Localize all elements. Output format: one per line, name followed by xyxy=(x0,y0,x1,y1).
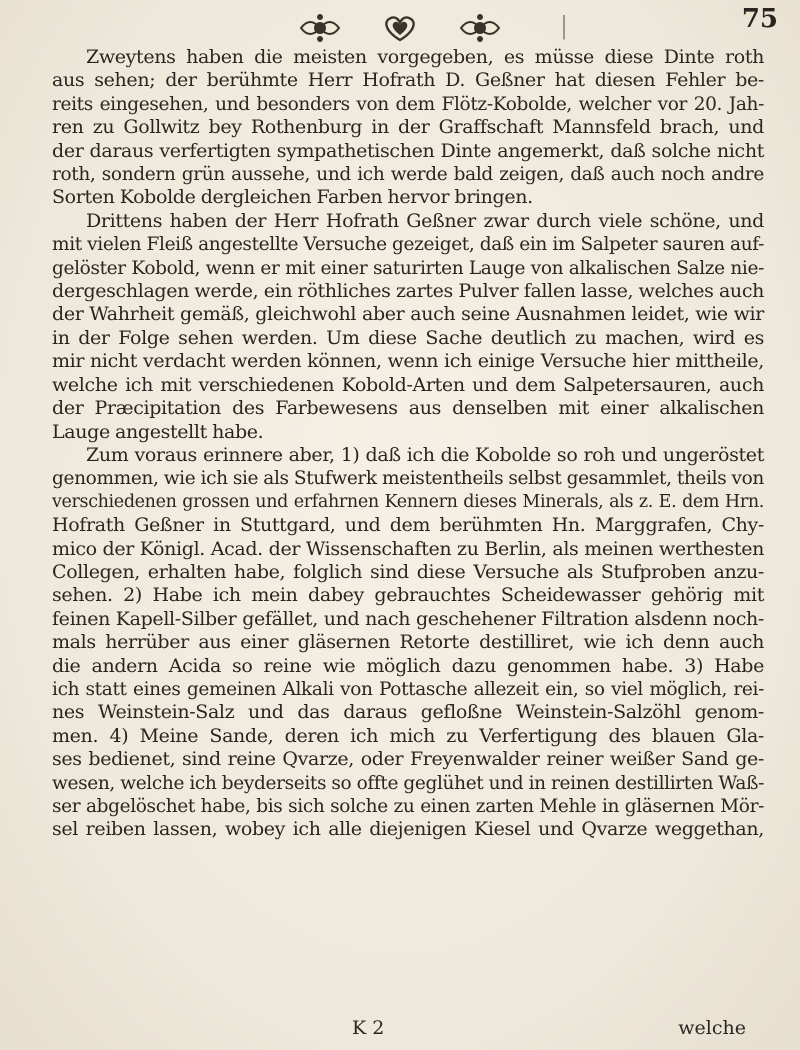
text-line: welche ich mit verschiedenen Kobold-Arten und dem Salpetersauren, auch xyxy=(52,373,764,396)
page-footer xyxy=(52,1017,764,1045)
text-line: genommen, wie ich sie als Stufwerk meistentheils selbst gesammlet, theils von xyxy=(52,468,764,490)
text-line: ich statt eines gemeinen Alkali von Pottasche allezeit ein, so viel möglich, rei- xyxy=(52,678,764,700)
text-line: in der Folge sehen werden. Um diese Sache deutlich zu machen, wird es xyxy=(52,326,764,349)
fleuron-icon xyxy=(297,13,343,43)
paragraph xyxy=(52,210,764,444)
text-line: mit vielen Fleiß angestellte Versuche gezeiget, daß ein im Salpeter sauren auf- xyxy=(52,234,764,256)
text-line: Sorten Kobolde dergleichen Farben hervor bringen. xyxy=(52,186,533,209)
text-line: Collegen, erhalten habe, folglich sind diese Versuche als Stufproben anzu- xyxy=(52,560,764,583)
paragraph xyxy=(52,444,764,842)
text-line: die andern Acida so reine wie möglich dazu genommen habe. 3) Habe xyxy=(52,654,764,677)
text-line: der Præcipitation des Farbewesens aus denselben mit einer alkalischen xyxy=(52,397,764,420)
text-line: Zum voraus erinnere aber, 1) daß ich die Kobolde so roh und ungeröstet xyxy=(86,443,764,466)
header-ornaments xyxy=(0,8,800,48)
heart-ornament-icon xyxy=(377,13,423,43)
text-line: aus sehen; der berühmte Herr Hofrath D. Geßner hat diesen Fehler be- xyxy=(52,69,764,92)
text-line: mir nicht verdacht werden können, wenn ich einige Versuche hier mittheile, xyxy=(52,350,764,373)
text-line: der daraus verfertigten sympathetischen Dinte angemerkt, daß solche nicht xyxy=(52,139,764,162)
paragraph xyxy=(52,46,764,210)
catchword: welche xyxy=(678,1017,746,1039)
fleuron-icon xyxy=(457,13,503,43)
text-line: mico der Königl. Acad. der Wissenschaften zu Berlin, als meinen werthesten xyxy=(52,537,764,560)
text-line: feinen Kapell-Silber gefället, und nach geschehener Filtration alsdenn noch- xyxy=(52,607,764,630)
text-line: sel reiben lassen, wobey ich alle diejenigen Kiesel und Qvarze weggethan, xyxy=(52,818,764,841)
text-line: mals herrüber aus einer gläsernen Retorte destilliret, wie ich denn auch xyxy=(52,631,764,654)
text-line: wesen, welche ich beyderseits so offte geglühet und in reinen destillirten Waß- xyxy=(52,772,764,794)
page-body xyxy=(52,46,764,842)
signature-mark: K 2 xyxy=(352,1017,385,1039)
text-line: ser abgelöschet habe, bis sich solche zu einen zarten Mehle in gläsernen Mör- xyxy=(52,796,764,817)
text-line: Zweytens haben die meisten vorgegeben, es müsse diese Dinte roth xyxy=(86,46,764,68)
header-separator: | xyxy=(560,12,569,40)
text-line: Hofrath Geßner in Stuttgard, und dem berühmten Hn. Marggrafen, Chy- xyxy=(52,514,764,537)
page-number: 75 xyxy=(741,4,778,34)
text-line: der Wahrheit gemäß, gleichwohl aber auch seine Ausnahmen leidet, wie wir xyxy=(52,303,764,326)
text-line: dergeschlagen werde, ein röthliches zartes Pulver fallen lasse, welches auch xyxy=(52,280,764,303)
text-line: reits eingesehen, und besonders von dem Flötz-Kobolde, welcher vor 20. Jah- xyxy=(52,93,764,115)
text-line: gelöster Kobold, wenn er mit einer saturirten Lauge von alkalischen Salze nie- xyxy=(52,257,764,279)
text-line: nes Weinstein-Salz und das daraus gefloßne Weinstein-Salzöhl genom- xyxy=(52,701,764,724)
text-line: Drittens haben der Herr Hofrath Geßner zwar durch viele schöne, und xyxy=(86,209,764,232)
text-line: verschiedenen grossen und erfahrnen Kennern dieses Minerals, als z. E. dem Hrn. xyxy=(52,491,764,512)
text-line: roth, sondern grün aussehe, und ich werde bald zeigen, daß auch noch andre xyxy=(52,164,764,186)
text-line: men. 4) Meine Sande, deren ich mich zu Verfertigung des blauen Gla- xyxy=(52,724,764,747)
text-line: sehen. 2) Habe ich mein dabey gebrauchtes Scheidewasser gehörig mit xyxy=(52,584,764,607)
text-line: Lauge angestellt habe. xyxy=(52,420,264,443)
text-line: ren zu Gollwitz bey Rothenburg in der Graffschaft Mannsfeld brach, und xyxy=(52,116,764,139)
text-line: ses bedienet, sind reine Qvarze, oder Freyenwalder reiner weißer Sand ge- xyxy=(52,748,764,771)
